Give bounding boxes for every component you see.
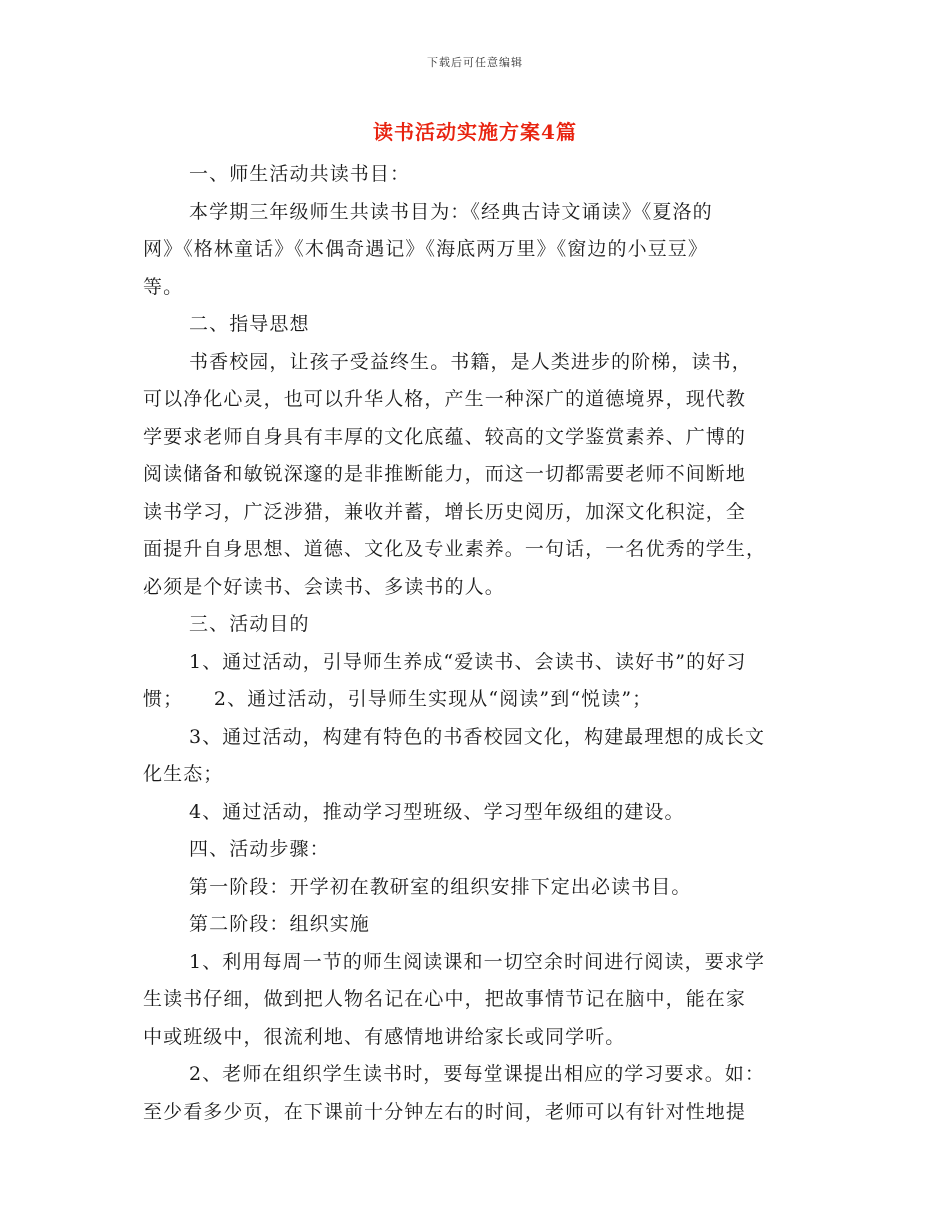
section-heading-4: 四、活动步骤：	[189, 838, 330, 860]
paragraph-line: 1、利用每周一节的师生阅读课和一切空余时间进行阅读，要求学	[189, 950, 765, 973]
paragraph-line: 中或班级中，很流利地、有感情地讲给家长或同学听。	[143, 1025, 626, 1048]
section-heading-3: 三、活动目的	[189, 613, 310, 635]
paragraph-line: 惯； 2、通过活动，引导师生实现从“阅读”到“悦读”；	[143, 688, 653, 710]
paragraph-line: 第二阶段：组织实施	[189, 913, 370, 935]
paragraph-line: 阅读储备和敏锐深邃的是非推断能力，而这一切都需要老师不间断地	[143, 463, 747, 485]
paragraph-line: 至少看多少页，在下课前十分钟左右的时间，老师可以有针对性地提	[143, 1100, 747, 1123]
paragraph-line: 本学期三年级师生共读书目为：《经典古诗文诵读》《夏洛的	[189, 200, 713, 223]
paragraph-line: 1、通过活动，引导师生养成“爱读书、会读书、读好书”的好习	[189, 650, 747, 673]
paragraph-line: 可以净化心灵，也可以升华人格，产生一种深广的道德境界，现代教	[143, 388, 747, 410]
paragraph-line: 读书学习，广泛涉猎，兼收并蓄，增长历史阅历，加深文化积淀，全	[143, 500, 747, 523]
page-header: 下载后可任意编辑	[427, 56, 523, 69]
paragraph-line: 面提升自身思想、道德、文化及专业素养。一句话，一名优秀的学生，	[143, 538, 767, 560]
paragraph-line: 生读书仔细，做到把人物名记在心中，把故事情节记在脑中，能在家	[143, 988, 747, 1010]
paragraph-line: 书香校园，让孩子受益终生。书籍，是人类进步的阶梯，读书，	[189, 350, 752, 373]
paragraph-line: 必须是个好读书、会读书、多读书的人。	[143, 575, 505, 598]
section-heading-1: 一、师生活动共读书目：	[189, 163, 411, 185]
document-body	[143, 156, 808, 1131]
section-heading-2: 二、指导思想	[189, 313, 310, 335]
paragraph-line: 4、通过活动，推动学习型班级、学习型年级组的建设。	[189, 800, 685, 823]
paragraph-line: 第一阶段：开学初在教研室的组织安排下定出必读书目。	[189, 875, 692, 898]
paragraph-line: 化生态；	[143, 763, 224, 785]
paragraph-line: 2、老师在组织学生读书时，要每堂课提出相应的学习要求。如：	[189, 1063, 765, 1085]
paragraph-line: 等。	[143, 275, 184, 298]
document-title: 读书活动实施方案4篇	[373, 120, 577, 144]
paragraph-line: 网》《格林童话》《木偶奇遇记》《海底两万里》《窗边的小豆豆》	[143, 238, 709, 260]
paragraph-line: 学要求老师自身具有丰厚的文化底蕴、较高的文学鉴赏素养、广博的	[143, 425, 747, 448]
paragraph-line: 3、通过活动，构建有特色的书香校园文化，构建最理想的成长文	[189, 725, 765, 748]
